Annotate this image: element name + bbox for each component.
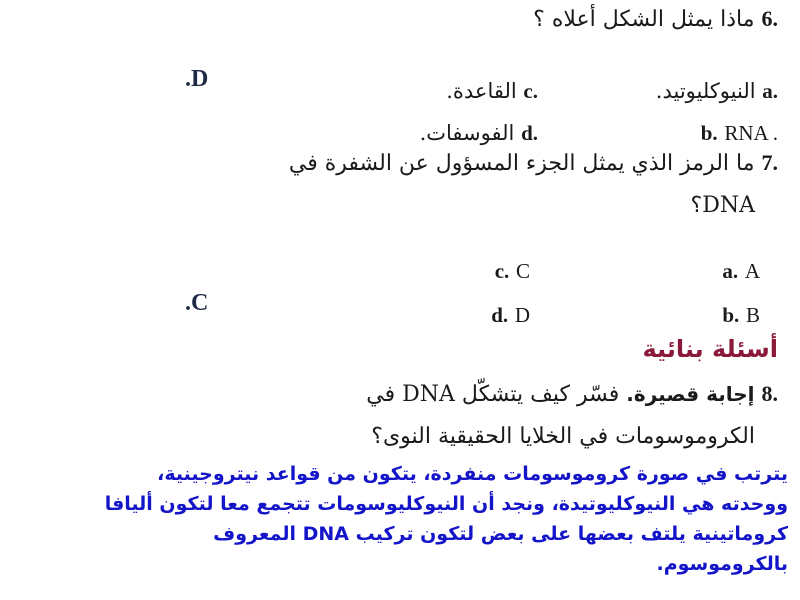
question-6-option-a <box>656 79 778 104</box>
option-letter: d. <box>521 121 538 145</box>
question-8-label: إجابة قصيرة. <box>626 382 755 406</box>
question-8-text-line2: الكروموسومات في الخلايا الحقيقية النوى؟ <box>371 424 755 449</box>
question-6-answer: .D <box>185 66 209 92</box>
option-text: النيوكليوتيد. <box>655 79 756 103</box>
option-letter: d. <box>491 303 509 327</box>
question-8-number: .8 <box>761 381 778 406</box>
question-7-answer: .C <box>185 290 209 316</box>
option-text: الفوسفات. <box>419 121 515 145</box>
option-text: A <box>744 259 760 283</box>
question-8-text: فسّر كيف يتشكّل DNA في <box>366 382 620 407</box>
question-8 <box>366 381 778 407</box>
section-title: أسئلة بنائية <box>642 335 778 363</box>
answer-8-line2: ووحدته هي النيوكليوتيدة، ونجد أن النيوكليوسومات تتجمع معا لتكون أليافا <box>104 493 788 515</box>
answer-8-block <box>18 459 788 579</box>
option-letter: c. <box>523 79 538 103</box>
question-6-option-c <box>446 79 538 104</box>
answer-8-line4: بالكروموسوم. <box>656 553 788 575</box>
option-text: D <box>514 303 530 327</box>
option-text: C <box>515 259 530 283</box>
question-7-text-line2: DNA؟ <box>690 193 755 218</box>
option-letter: a. <box>762 79 778 103</box>
question-7-option-d <box>491 303 530 328</box>
option-text: القاعدة. <box>446 79 517 103</box>
answer-8-line1: يترتب في صورة كروموسومات منفردة، يتكون من قواعد نيتروجينية، <box>157 463 788 485</box>
question-6-option-d <box>420 121 538 146</box>
question-6-number: .6 <box>761 6 778 31</box>
option-letter: a. <box>722 259 739 283</box>
question-7 <box>289 150 778 176</box>
question-7-option-a <box>722 259 760 284</box>
option-text: B <box>745 303 760 327</box>
question-7-number: .7 <box>761 150 778 175</box>
question-7-option-c <box>495 259 530 284</box>
answer-8-line3: كروماتينية يلتف بعضها على بعض لتكون تركيب DNA المعروف <box>213 523 788 545</box>
option-letter: c. <box>494 259 510 283</box>
question-6-option-b <box>701 121 778 146</box>
option-text: RNA . <box>724 121 778 145</box>
question-7-text: ما الرمز الذي يمثل الجزء المسؤول عن الشفرة في <box>288 151 755 176</box>
option-letter: b. <box>700 121 718 145</box>
question-7-option-b <box>722 303 760 328</box>
question-6 <box>533 6 778 32</box>
question-6-text: ماذا يمثل الشكل أعلاه ؟ <box>533 7 755 32</box>
option-letter: b. <box>722 303 740 327</box>
